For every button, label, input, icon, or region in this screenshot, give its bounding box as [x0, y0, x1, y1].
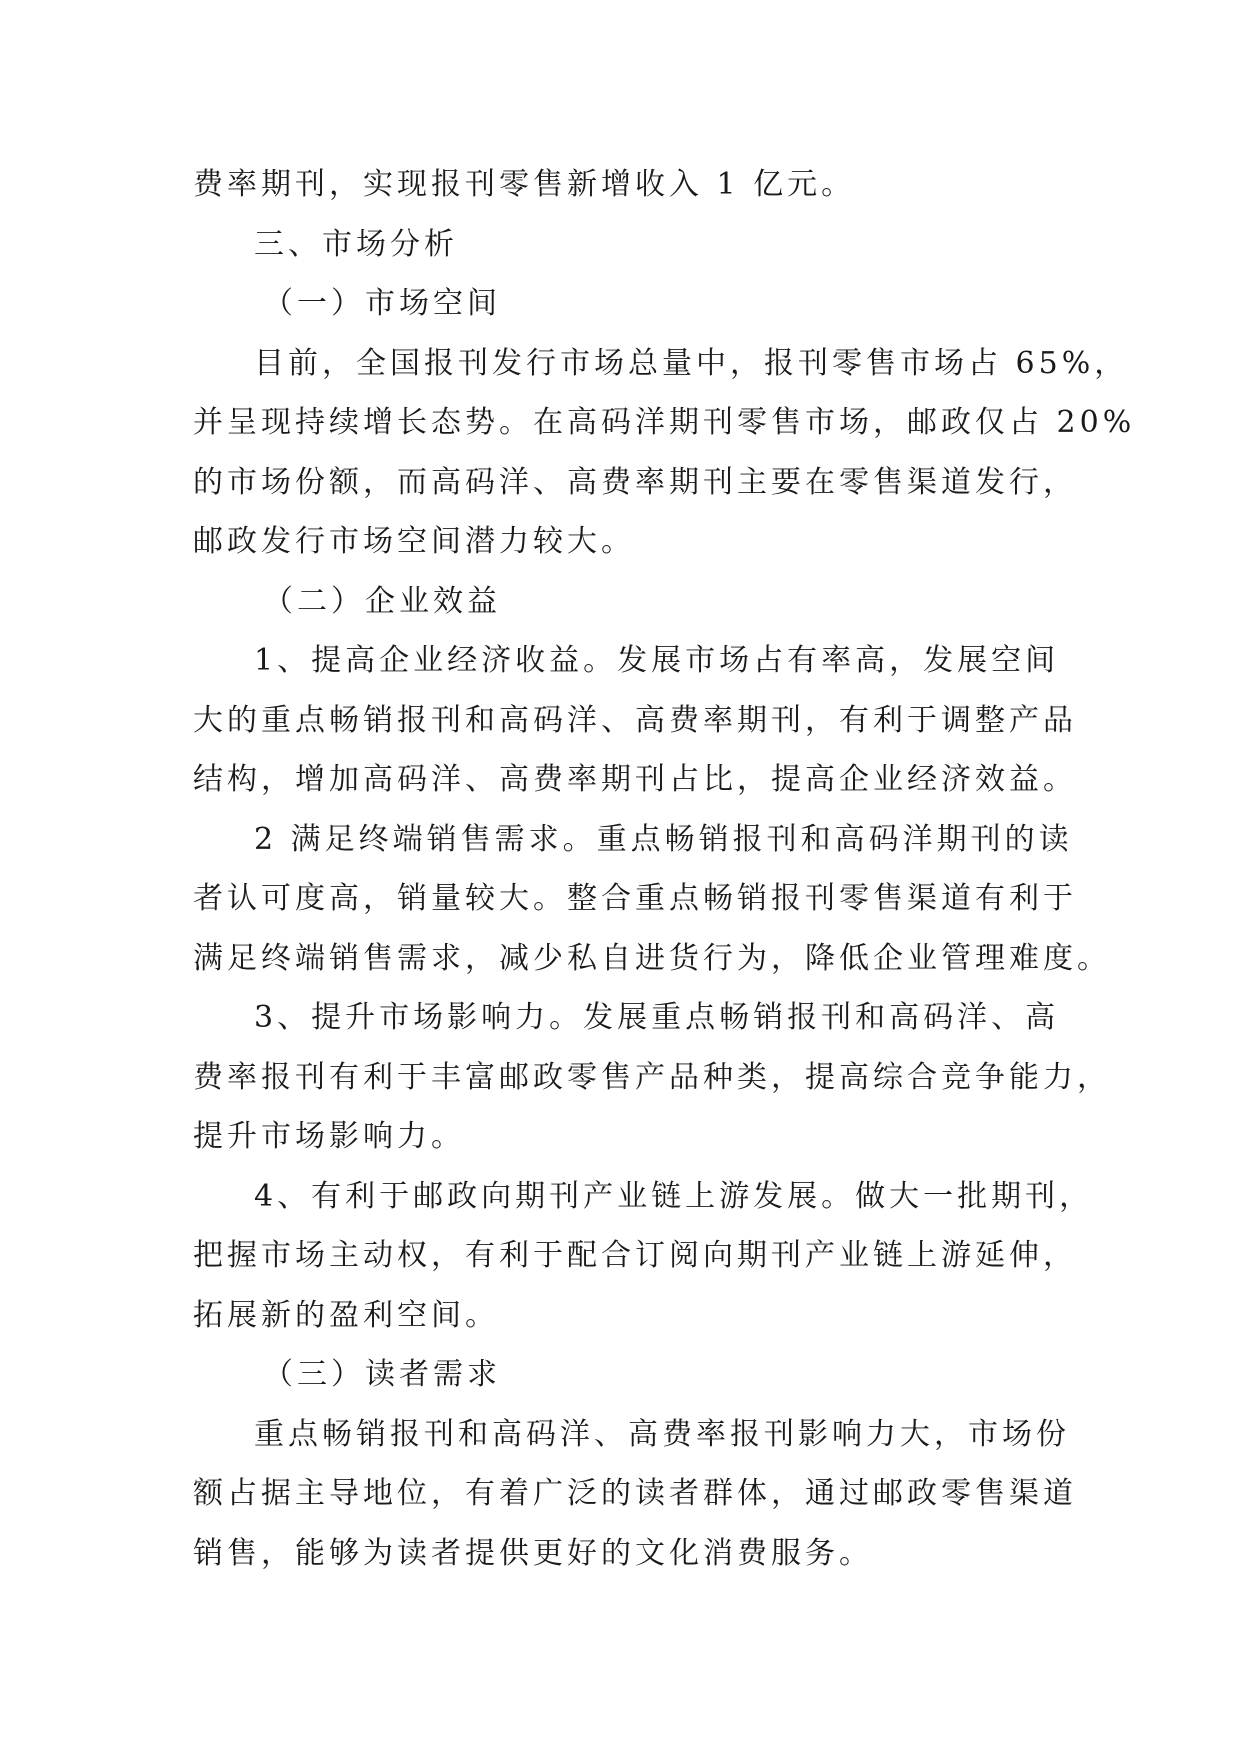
subsection-heading: （二）企业效益	[263, 583, 501, 619]
paragraph-line: 重点畅销报刊和高码洋、高费率报刊影响力大，市场份	[254, 1416, 1070, 1452]
document-body	[193, 155, 1136, 1583]
subsection-heading: （三）读者需求	[263, 1357, 501, 1392]
paragraph-line: 大的重点畅销报刊和高码洋、高费率期刊，有利于调整产品	[193, 702, 1077, 738]
paragraph-line: 费率报刊有利于丰富邮政零售产品种类，提高综合竞争能力，	[193, 1059, 1111, 1095]
paragraph-line: 提升市场影响力。	[193, 1119, 465, 1154]
paragraph-line: 者认可度高，销量较大。整合重点畅销报刊零售渠道有利于	[193, 881, 1077, 916]
paragraph-line: 2 满足终端销售需求。重点畅销报刊和高码洋期刊的读	[254, 821, 1073, 857]
paragraph-line: 3、提升市场影响力。发展重点畅销报刊和高码洋、高	[254, 1000, 1060, 1035]
paragraph-line: 额占据主导地位，有着广泛的读者群体，通过邮政零售渠道	[193, 1476, 1077, 1511]
paragraph-line: 的市场份额，而高码洋、高费率期刊主要在零售渠道发行，	[193, 464, 1077, 500]
paragraph-line: 结构，增加高码洋、高费率期刊占比，提高企业经济效益。	[193, 762, 1077, 797]
section-heading: 三、市场分析	[254, 226, 458, 262]
paragraph-line: 目前，全国报刊发行市场总量中，报刊零售市场占 65%，	[254, 345, 1129, 381]
paragraph-line: 销售，能够为读者提供更好的文化消费服务。	[193, 1535, 873, 1571]
subsection-heading: （一）市场空间	[263, 286, 501, 321]
paragraph-line: 并呈现持续增长态势。在高码洋期刊零售市场，邮政仅占 20%	[193, 405, 1136, 440]
paragraph-line: 拓展新的盈利空间。	[193, 1297, 499, 1333]
paragraph-line: 4、有利于邮政向期刊产业链上游发展。做大一批期刊，	[254, 1178, 1094, 1214]
paragraph-line: 满足终端销售需求，减少私自进货行为，降低企业管理难度。	[193, 940, 1111, 976]
paragraph-line: 1、提高企业经济收益。发展市场占有率高，发展空间	[254, 643, 1060, 678]
paragraph-line: 把握市场主动权，有利于配合订阅向期刊产业链上游延伸，	[193, 1238, 1077, 1273]
paragraph-line: 邮政发行市场空间潜力较大。	[193, 524, 635, 559]
paragraph-line: 费率期刊，实现报刊零售新增收入 1 亿元。	[193, 167, 856, 202]
